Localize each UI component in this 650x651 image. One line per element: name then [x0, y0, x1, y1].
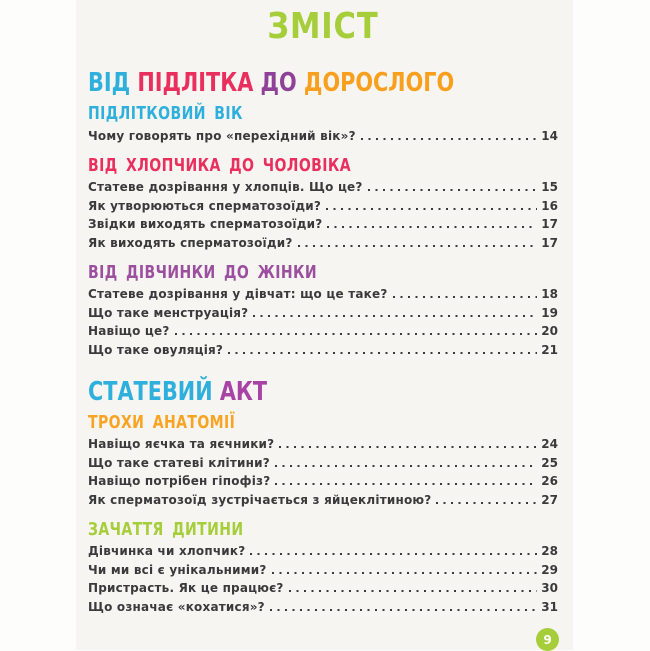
heading-word: СТАТЕВИЙ — [88, 376, 213, 407]
toc-entry-title: Пристрасть. Як це працює? — [88, 581, 284, 595]
toc-entry[interactable] — [88, 470, 558, 489]
toc-entry-title: Навіщо це? — [88, 324, 170, 338]
dot-leader — [368, 189, 538, 191]
toc-entry[interactable] — [88, 320, 558, 339]
toc-entry-page: 19 — [541, 305, 558, 320]
toc-entry-title: Що означає «кохатися»? — [88, 599, 265, 614]
group-heading: ПІДЛІТКОВИЙ ВІК — [88, 103, 243, 124]
toc-group-boy-to-man — [88, 155, 558, 250]
toc-entry-title: Статеве дозрівання у хлопців. Що це? — [88, 180, 363, 194]
toc-entry[interactable] — [88, 558, 558, 577]
dot-leader — [275, 465, 537, 467]
toc-entry[interactable] — [88, 577, 558, 596]
dot-leader — [228, 352, 537, 354]
toc-entry-title: Що таке менструація? — [88, 305, 249, 320]
toc-content — [76, 6, 573, 614]
heading-word: ПІДЛІТКА — [137, 68, 254, 98]
toc-entry-title: Як утворюються сперматозоїди? — [88, 198, 322, 213]
toc-entry[interactable] — [88, 595, 558, 614]
dot-leader — [250, 553, 537, 555]
toc-entry[interactable] — [88, 301, 558, 320]
toc-entry-page: 17 — [541, 235, 558, 250]
dot-leader — [289, 590, 538, 592]
toc-entry-page: 25 — [541, 455, 558, 470]
dot-leader — [253, 315, 537, 317]
dot-leader — [326, 208, 537, 210]
toc-entry[interactable] — [88, 124, 558, 143]
toc-entry-title: Дівчинка чи хлопчик? — [88, 544, 246, 558]
toc-entry-page: 17 — [541, 217, 558, 231]
toc-entry[interactable] — [88, 488, 558, 507]
toc-group-girl-to-woman — [88, 262, 558, 357]
book-page — [76, 0, 573, 650]
toc-entry[interactable] — [88, 176, 558, 195]
toc-entry-page: 18 — [541, 287, 558, 301]
part-heading-teen-to-adult — [88, 69, 464, 98]
heading-word: АКТ — [219, 376, 268, 407]
group-heading: ВІД ХЛОПЧИКА ДО ЧОЛОВІКА — [88, 154, 352, 176]
toc-entry-page: 26 — [541, 474, 558, 488]
toc-group-conception — [88, 519, 558, 614]
toc-group-anatomy — [88, 412, 558, 507]
heading-word: ВІД — [88, 68, 131, 98]
toc-entry-title: Звідки виходять сперматозоїди? — [88, 217, 323, 231]
toc-entry-page: 27 — [541, 492, 558, 507]
toc-entry-title: Навіщо потрібен гіпофіз? — [88, 474, 271, 488]
toc-entry[interactable] — [88, 433, 558, 452]
group-heading: ЗАЧАТТЯ ДИТИНИ — [88, 518, 244, 540]
dot-leader — [393, 296, 538, 298]
toc-entry-page: 16 — [541, 198, 558, 213]
heading-word: ДОРОСЛОГО — [303, 68, 455, 98]
part-heading-sexual-act — [88, 378, 464, 407]
toc-entry[interactable] — [88, 231, 558, 250]
group-heading: ВІД ДІВЧИНКИ ДО ЖІНКИ — [88, 261, 317, 283]
toc-entry-page: 15 — [541, 180, 558, 194]
dot-leader — [275, 483, 537, 485]
toc-entry-page: 31 — [541, 599, 558, 614]
dot-leader — [327, 226, 537, 228]
toc-entry-page: 30 — [541, 581, 558, 595]
dot-leader — [361, 138, 538, 140]
toc-entry[interactable] — [88, 338, 558, 357]
toc-entry-title: Що таке статеві клітини? — [88, 455, 270, 470]
toc-entry-title: Чи ми всі є унікальними? — [88, 562, 267, 577]
toc-group-teen-age — [88, 103, 558, 143]
toc-entry[interactable] — [88, 283, 558, 302]
dot-leader — [298, 245, 538, 247]
group-heading: ТРОХИ АНАТОМІЇ — [88, 411, 236, 433]
toc-entry-title: Навіщо яєчка та яєчники? — [88, 437, 275, 451]
toc-entry-page: 24 — [541, 437, 558, 451]
toc-entry-title: Як виходять сперматозоїди? — [88, 235, 293, 250]
page-number-badge: 9 — [536, 628, 559, 651]
toc-entry-page: 14 — [541, 128, 558, 143]
dot-leader — [270, 609, 537, 611]
toc-entry-page: 21 — [541, 342, 558, 357]
toc-entry-page: 28 — [541, 544, 558, 558]
toc-entry-page: 20 — [541, 324, 558, 338]
toc-entry[interactable] — [88, 451, 558, 470]
toc-entry-title: Статеве дозрівання у дівчат: що це таке? — [88, 287, 388, 301]
contents-title: ЗМІСТ — [267, 6, 379, 47]
toc-entry[interactable] — [88, 213, 558, 232]
toc-entry[interactable] — [88, 194, 558, 213]
heading-word: ДО — [260, 68, 297, 98]
dot-leader — [436, 502, 537, 504]
toc-entry[interactable] — [88, 540, 558, 559]
toc-entry-title: Що таке овуляція? — [88, 342, 224, 357]
dot-leader — [175, 333, 538, 335]
toc-entry-title: Як сперматозоїд зустрічається з яйцеклітиною? — [88, 492, 432, 507]
toc-entry-page: 29 — [541, 562, 558, 577]
dot-leader — [279, 446, 537, 448]
toc-entry-title: Чому говорять про «перехідний вік»? — [88, 128, 356, 143]
dot-leader — [272, 572, 538, 574]
